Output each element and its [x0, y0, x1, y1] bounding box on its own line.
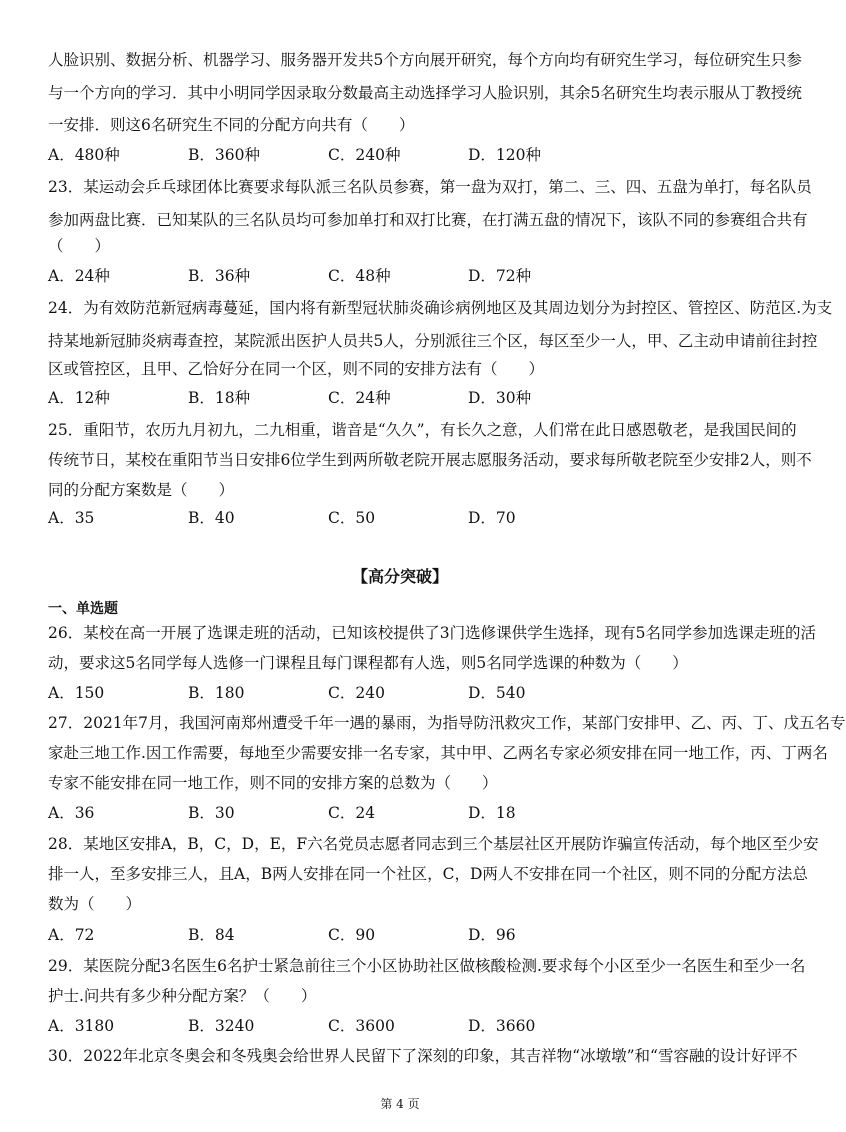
q22-line-3: 一安排．则这6名研究生不同的分配方向共有（ ） — [48, 116, 415, 134]
q30-line-1: 30．2022年北京冬奥会和冬残奥会给世界人民留下了深刻的印象，其吉祥物“冰墩墩”和“雪容融的设计好评不 — [48, 1047, 798, 1065]
q27-options — [48, 803, 760, 823]
q26-line-2: 动，要求这5名同学每人选修一门课程且每门课程都有人选，则5名同学选课的种数为（ ） — [48, 654, 688, 672]
q25-line-2: 传统节日，某校在重阳节当日安排6位学生到两所敬老院开展志愿服务活动，要求每所敬老院至少安排2人，则不 — [48, 451, 812, 469]
q26-option-b: B．180 — [188, 684, 245, 702]
q25-line-1: 25．重阳节，农历九月初九，二九相重，谐音是“久久”，有长久之意，人们常在此日感恩敬老，是我国民间的 — [48, 421, 797, 439]
q27-line-1: 27．2021年7月，我国河南郑州遭受千年一遇的暴雨，为指导防汛救灾工作，某部门安排甲、乙、丙、丁、戊五名专 — [48, 714, 846, 732]
q25-option-b: B．40 — [188, 509, 235, 527]
q27-option-b: B．30 — [188, 804, 235, 822]
q23-line-3: （ ） — [48, 237, 111, 255]
q24-option-a: A．12种 — [48, 389, 110, 407]
q24-line-3: 区或管控区，且甲、乙恰好分在同一个区，则不同的安排方法有（ ） — [48, 360, 545, 378]
q25-option-d: D．70 — [468, 509, 516, 527]
q25-options — [48, 508, 760, 528]
q27-line-2: 家赴三地工作.因工作需要，每地至少需要安排一名专家，其中甲、乙两名专家必须安排在同一地工作，丙、丁两名 — [48, 744, 828, 762]
section-title: 【高分突破】 — [351, 567, 448, 586]
q28-line-1: 28．某地区安排A，B，C，D，E，F六名党员志愿者同志到三个基层社区开展防诈骗宣传活动，每个地区至少安 — [48, 835, 819, 853]
q22-options — [48, 145, 760, 165]
q23-line-2: 参加两盘比赛．已知某队的三名队员均可参加单打和双打比赛，在打满五盘的情况下，该队不同的参赛组合共有 — [48, 211, 808, 229]
q24-option-d: D．30种 — [468, 389, 532, 407]
q22-option-a: A．480种 — [48, 146, 120, 164]
q24-options — [48, 388, 760, 408]
q24-line-1: 24．为有效防范新冠病毒蔓延，国内将有新型冠状肺炎确诊病例地区及其周边划分为封控区、管控区、防范区.为支 — [48, 299, 833, 317]
q25-line-3: 同的分配方案数是（ ） — [48, 481, 235, 499]
q29-option-d: D．3660 — [468, 1017, 536, 1035]
q28-option-b: B．84 — [188, 926, 235, 944]
q28-options — [48, 925, 760, 945]
q29-line-1: 29．某医院分配3名医生6名护士紧急前往三个小区协助社区做核酸检测.要求每个小区至少一名医生和至少一名 — [48, 957, 806, 975]
q29-option-a: A．3180 — [48, 1017, 115, 1035]
q22-line-2: 与一个方向的学习．其中小明同学因录取分数最高主动选择学习人脸识别，其余5名研究生均表示服从丁教授统 — [48, 84, 802, 102]
q23-option-b: B．36种 — [188, 267, 251, 285]
q26-options — [48, 683, 760, 703]
q24-option-b: B．18种 — [188, 389, 251, 407]
q27-option-d: D．18 — [468, 804, 516, 822]
q25-option-a: A．35 — [48, 509, 95, 527]
q27-option-a: A．36 — [48, 804, 95, 822]
q29-line-2: 护士.问共有多少种分配方案？（ ） — [48, 987, 317, 1005]
subsection-title: 一、单选题 — [48, 601, 118, 617]
q24-option-c: C．24种 — [328, 389, 391, 407]
q25-option-c: C．50 — [328, 509, 376, 527]
q28-line-2: 排一人，至多安排三人，且A，B两人安排在同一个社区，C，D两人不安排在同一个社区，则不同的分配方法总 — [48, 865, 808, 883]
q28-option-c: C．90 — [328, 926, 376, 944]
q22-option-b: B．360种 — [188, 146, 260, 164]
q29-options — [48, 1016, 760, 1036]
q28-option-d: D．96 — [468, 926, 516, 944]
q23-option-a: A．24种 — [48, 267, 110, 285]
q26-option-c: C．240 — [328, 684, 385, 702]
q22-line-1: 人脸识别、数据分析、机器学习、服务器开发共5个方向展开研究，每个方向均有研究生学习，每位研究生只参 — [48, 51, 802, 69]
q27-option-c: C．24 — [328, 804, 376, 822]
page-number: 第 4 页 — [380, 1097, 420, 1111]
q24-line-2: 持某地新冠肺炎病毒查控，某院派出医护人员共5人，分别派往三个区，每区至少一人，甲、乙主动申请前往封控 — [48, 332, 818, 350]
q26-line-1: 26．某校在高一开展了选课走班的活动，已知该校提供了3门选修课供学生选择，现有5名同学参加选课走班的活 — [48, 624, 816, 642]
q22-option-d: D．120种 — [468, 146, 542, 164]
q27-line-3: 专家不能安排在同一地工作，则不同的安排方案的总数为（ ） — [48, 774, 498, 792]
q29-option-c: C．3600 — [328, 1017, 395, 1035]
q23-line-1: 23．某运动会乒乓球团体比赛要求每队派三名队员参赛，第一盘为双打，第二、三、四、五盘为单打，每名队员 — [48, 178, 812, 196]
q23-option-c: C．48种 — [328, 267, 391, 285]
q26-option-d: D．540 — [468, 684, 526, 702]
q28-option-a: A．72 — [48, 926, 95, 944]
q22-option-c: C．240种 — [328, 146, 401, 164]
q23-option-d: D．72种 — [468, 267, 532, 285]
q26-option-a: A．150 — [48, 684, 105, 702]
q23-options — [48, 266, 760, 286]
q28-line-3: 数为（ ） — [48, 895, 142, 913]
q29-option-b: B．3240 — [188, 1017, 255, 1035]
